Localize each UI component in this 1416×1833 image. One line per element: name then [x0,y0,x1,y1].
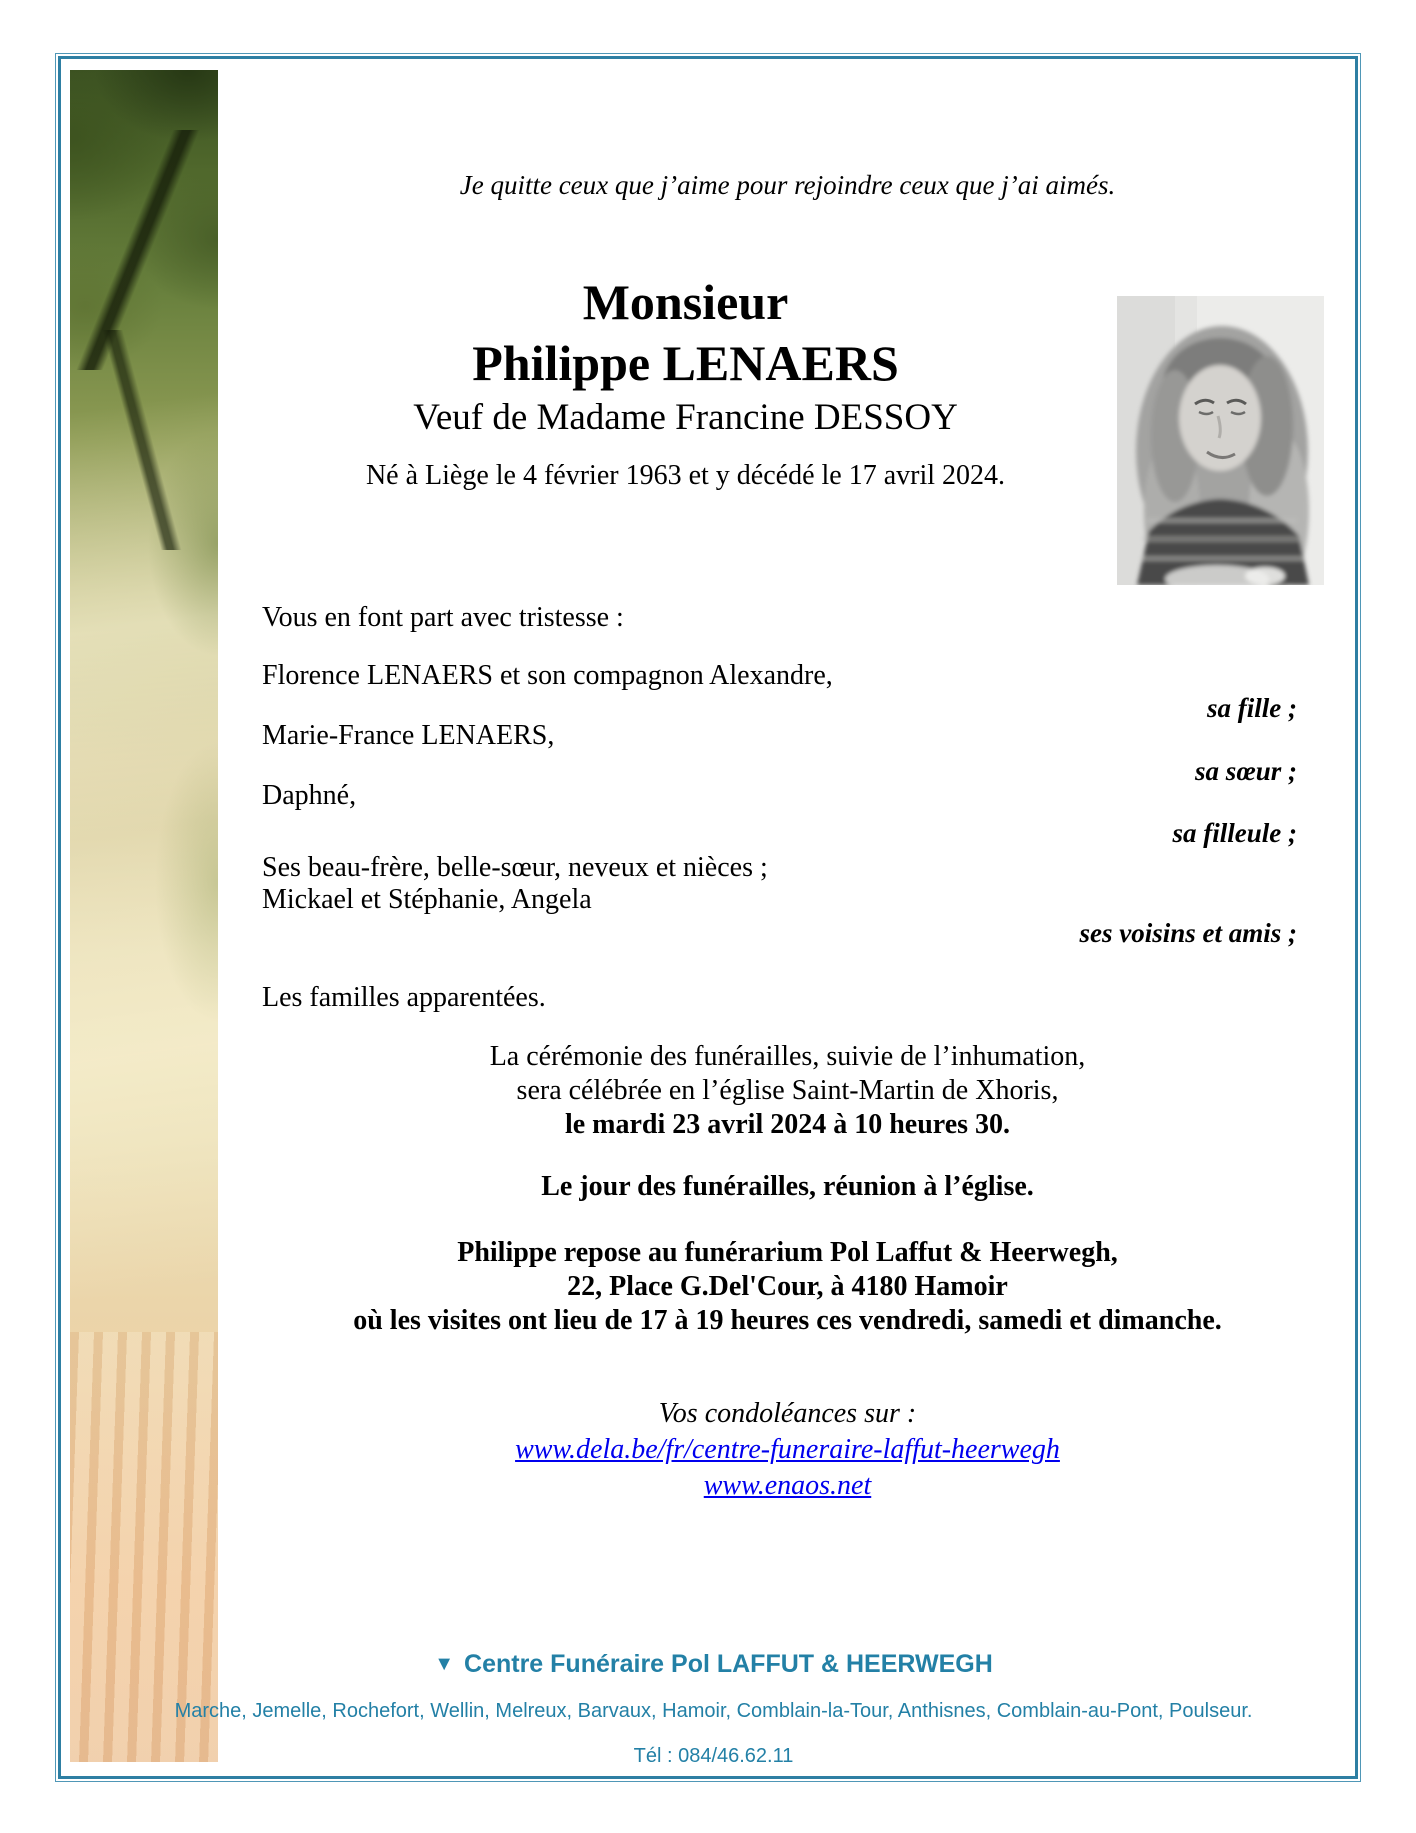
family-relation: sa fille ; [1207,693,1297,723]
funeral-home-locations: Marche, Jemelle, Rochefort, Wellin, Melreux, Barvaux, Hamoir, Comblain-la-Tour, Anthisnes, Comblain-au-Pont, Poulseur. [174,1700,1253,1722]
family-relation: ses voisins et amis ; [1079,918,1297,948]
condolences-link-dela[interactable]: www.dela.be/fr/centre-funeraire-laffut-heerwegh [515,1434,1060,1465]
forest-path-photo [70,70,218,1762]
ceremony-date-line: le mardi 23 avril 2024 à 10 heures 30. [564,1109,1011,1140]
birth-death-line: Né à Liège le 4 février 1963 et y décédé le 17 avril 2024. [365,460,1006,491]
family-names: Marie-France LENAERS, [262,720,555,751]
epitaph-quote: Je quitte ceux que j’aime pour rejoindre ceux que j’ai aimés. [459,170,1116,200]
family-names: Ses beau-frère, belle-sœur, neveux et nièces ; [262,852,768,883]
repose-address-line: 22, Place G.Del'Cour, à 4180 Hamoir [567,1271,1008,1302]
ceremony-line: sera célébrée en l’église Saint-Martin de Xhoris, [516,1075,1059,1106]
widower-line: Veuf de Madame Francine DESSOY [413,397,958,438]
funeral-home-name [70,1650,1357,1679]
closing-line: Les familles apparentées. [262,982,546,1013]
repose-visits-line: où les visites ont lieu de 17 à 19 heures ces vendredi, samedi et dimanche. [353,1305,1222,1336]
title-prefix: Monsieur [582,274,789,330]
ceremony-block [218,1040,1357,1142]
down-triangle-icon: ▼ [434,1653,455,1675]
family-names: Mickael et Stéphanie, Angela [262,884,592,915]
meeting-line: Le jour des funérailles, réunion à l’église. [541,1171,1034,1202]
repose-block [218,1236,1357,1338]
funeral-home-phone: Tél : 084/46.62.11 [633,1745,794,1767]
deceased-name: Philippe LENAERS [472,335,899,391]
family-names: Daphné, [262,780,357,811]
ceremony-line: La cérémonie des funérailles, suivie de l’inhumation, [489,1041,1086,1072]
condolences-link-enaos[interactable]: www.enaos.net [703,1470,872,1501]
condolences-label: Vos condoléances sur : [658,1398,917,1429]
family-relation: sa filleule ; [1172,818,1297,848]
deceased-header [218,272,1153,492]
family-relation: sa sœur ; [1194,756,1297,786]
funeral-home-name-text: Centre Funéraire Pol LAFFUT & HEERWEGH [464,1650,993,1678]
family-names: Florence LENAERS et son compagnon Alexandre, [262,660,833,691]
repose-line: Philippe repose au funérarium Pol Laffut & Heerwegh, [457,1237,1118,1268]
condolences-block [218,1396,1357,1504]
announcement-intro: Vous en font part avec tristesse : [262,602,624,633]
